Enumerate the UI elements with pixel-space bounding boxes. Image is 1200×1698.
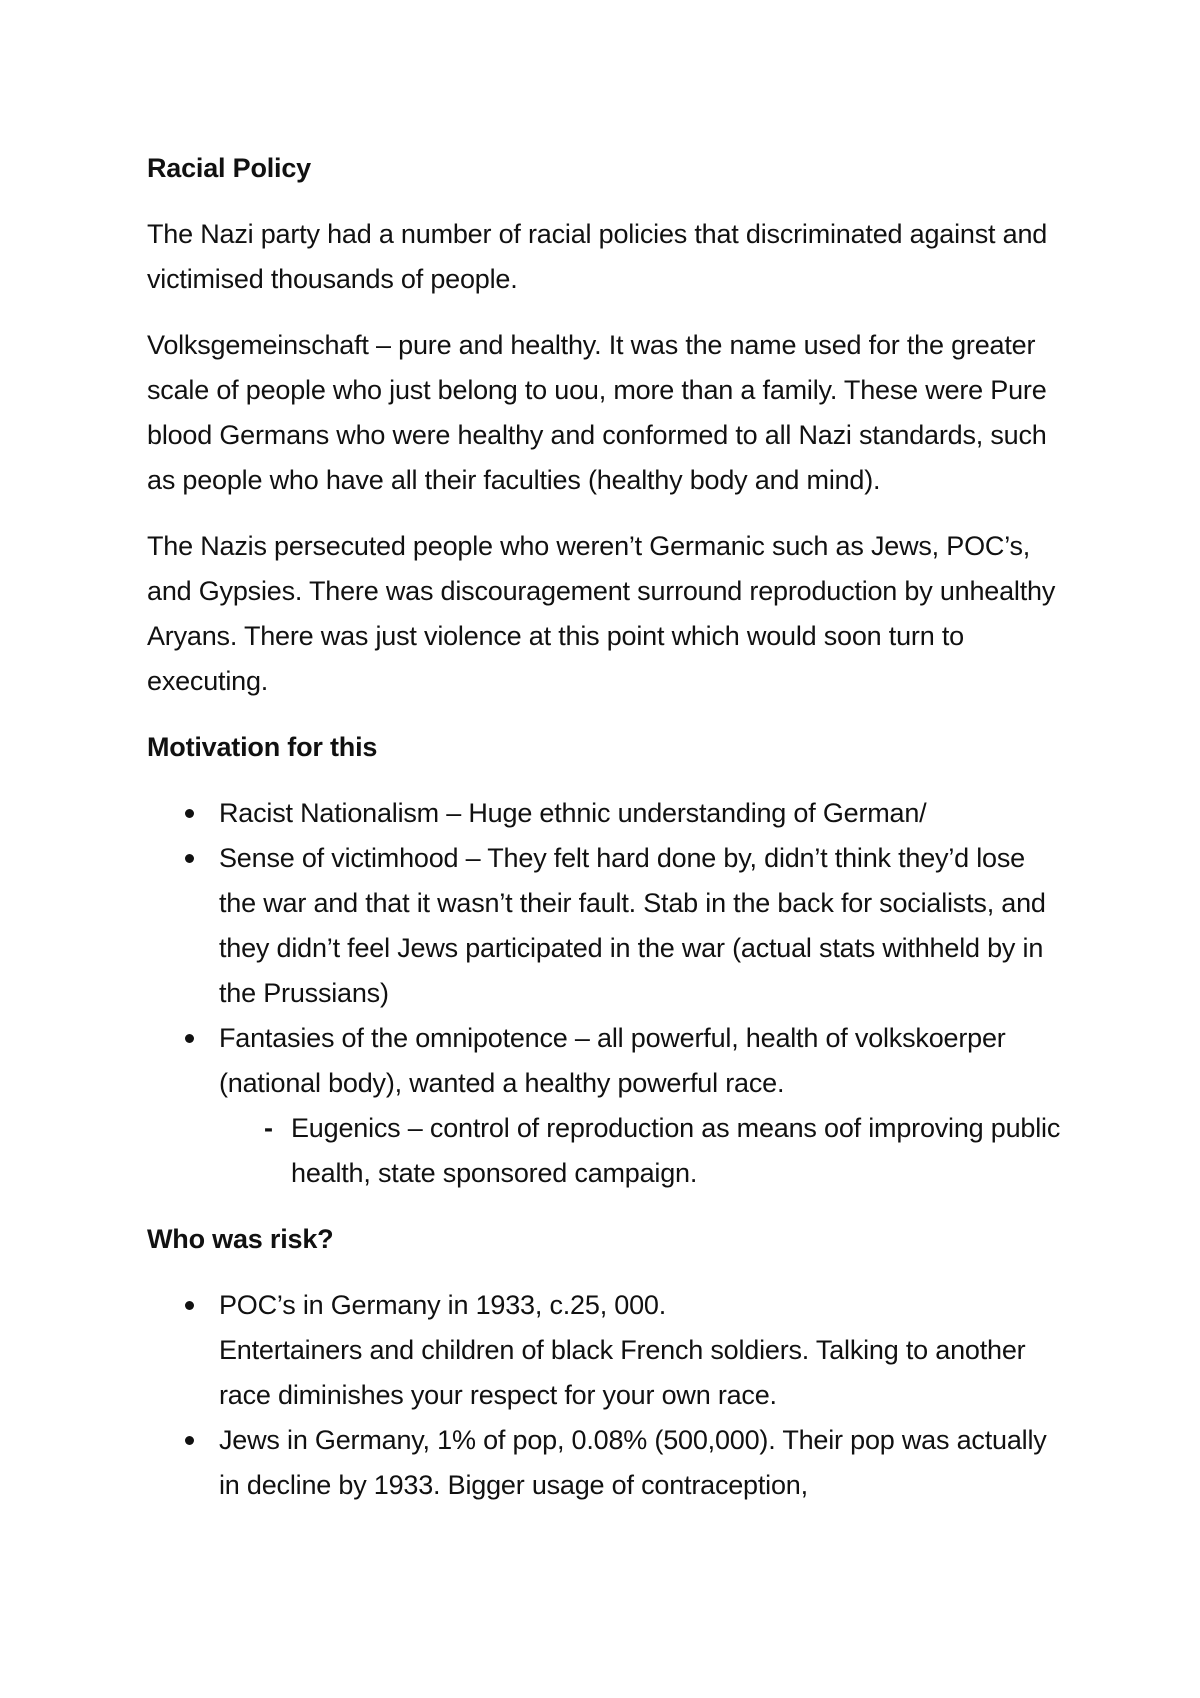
risk-heading: Who was risk?	[147, 1224, 334, 1254]
sublist-item-text: Eugenics – control of reproduction as means oof improving public health, state sponsored campaign.	[291, 1113, 1061, 1188]
page-title: Racial Policy	[147, 153, 311, 183]
list-item-text: Racist Nationalism – Huge ethnic understanding of German/	[219, 798, 927, 828]
list-item	[147, 836, 1067, 1016]
list-item-text: Sense of victimhood – They felt hard done by, didn’t think they’d lose the war and that it wasn’t their fault. Stab in the back for socialists, and they didn’t feel Jews participated in the war (actual stats withheld by in the Prussians)	[219, 843, 1046, 1008]
sublist-item	[219, 1106, 1067, 1196]
list-item-text: Jews in Germany, 1% of pop, 0.08% (500,000). Their pop was actually in decline by 1933. Bigger usage of contraception,	[219, 1425, 1047, 1500]
list-item	[147, 1418, 1067, 1508]
persecution-paragraph: The Nazis persecuted people who weren’t Germanic such as Jews, POC’s, and Gypsies. There was discouragement surround reproduction by unhealthy Aryans. There was just violence at this point which would soon turn to executing.	[147, 531, 1056, 696]
list-item-detail: Entertainers and children of black French soldiers. Talking to another race diminishes your respect for your own race.	[219, 1335, 1026, 1410]
list-item	[147, 1283, 1067, 1418]
list-item-text: POC’s in Germany in 1933, c.25, 000.	[219, 1290, 667, 1320]
list-item-text: Fantasies of the omnipotence – all powerful, health of volkskoerper (national body), wanted a healthy powerful race.	[219, 1023, 1006, 1098]
risk-list	[147, 1283, 1067, 1508]
motivation-list	[147, 791, 1067, 1196]
volksgemeinschaft-paragraph: Volksgemeinschaft – pure and healthy. It was the name used for the greater scale of people who just belong to uou, more than a family. These were Pure blood Germans who were healthy and conformed to all Nazi standards, such as people who have all their faculties (healthy body and mind).	[147, 330, 1047, 495]
list-item	[147, 791, 1067, 836]
list-item	[147, 1016, 1067, 1196]
intro-paragraph: The Nazi party had a number of racial policies that discriminated against and victimised thousands of people.	[147, 219, 1048, 294]
motivation-heading: Motivation for this	[147, 732, 378, 762]
motivation-sublist	[219, 1106, 1067, 1196]
document-content	[147, 146, 1067, 1529]
